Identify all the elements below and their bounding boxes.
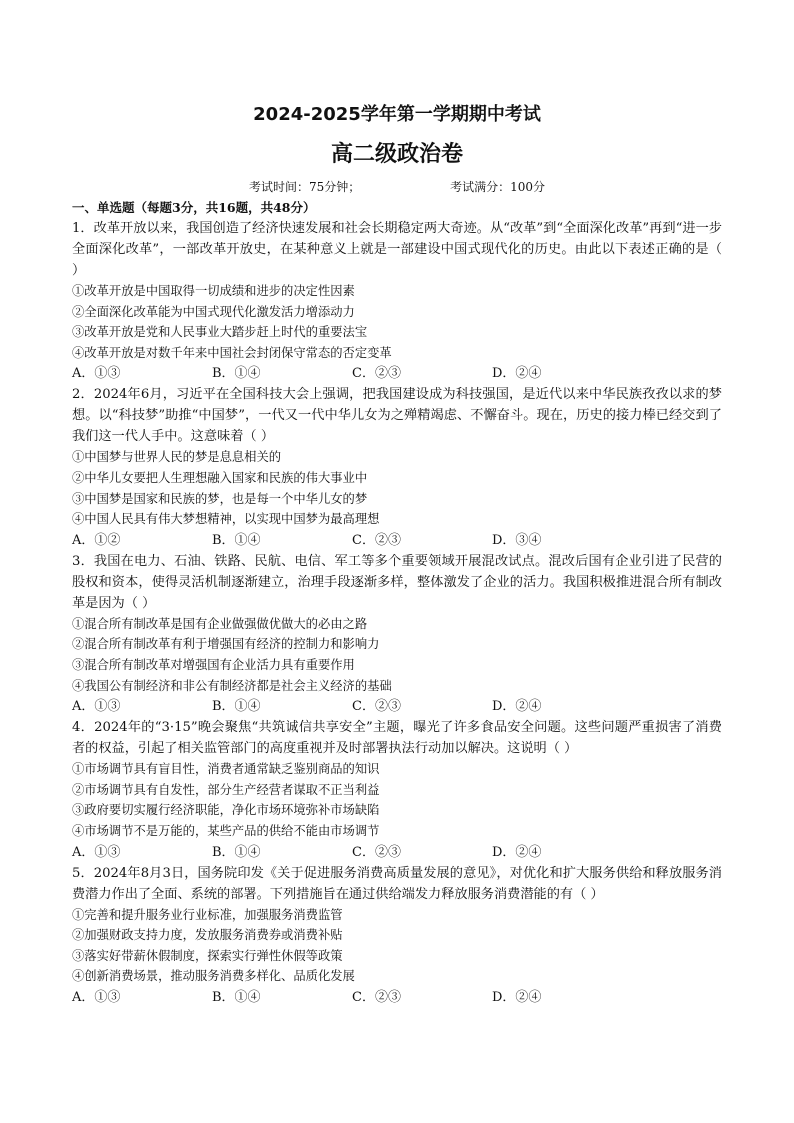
exam-page [72,96,722,1008]
question-option: ④我国公有制经济和非公有制经济都是社会主义经济的基础 [72,678,392,693]
answer-choice: A．①② [72,532,121,548]
answer-choice: B．①④ [212,532,261,548]
answer-choices [72,987,722,1008]
question-option: ④中国人民具有伟大梦想精神，以实现中国梦为最高理想 [72,512,380,527]
question-option: ①中国梦与世界人民的梦是息息相关的 [72,450,282,465]
question-option: ②全面深化改革能为中国式现代化激发活力增添动力 [72,304,355,319]
answer-choice: B．①④ [212,366,261,382]
answer-choice: C．②③ [352,989,401,1005]
exam-score: 考试满分：100分 [450,180,545,194]
question-option: ①完善和提升服务业行业标准，加强服务消费监管 [72,907,343,922]
question-option: ④改革开放是对数千年来中国社会封闭保守常态的否定变革 [72,345,392,360]
answer-choice: A．①③ [72,366,121,382]
question-list [72,218,722,1008]
question-option: ④创新消费场景，推动服务消费多样化、品质化发展 [72,969,355,984]
answer-choice: D．②④ [492,366,542,382]
question-option: ①改革开放是中国取得一切成绩和进步的决定性因素 [72,284,355,298]
exam-title: 2024-2025学年第一学期期中考试 [253,104,541,125]
answer-choice: D．②④ [492,844,542,860]
answer-choice: D．②④ [492,989,542,1005]
question-option: ②加强财政支持力度，发放服务消费券或消费补贴 [72,928,343,943]
question-option: ②中华儿女要把人生理想融入国家和民族的伟大事业中 [72,470,368,485]
question-options [72,905,722,987]
question-options [72,281,722,363]
question-options [72,759,722,841]
question-option: ③改革开放是党和人民事业大踏步赶上时代的重要法宝 [72,325,368,340]
answer-choices [72,363,722,384]
question-option: ③混合所有制改革对增强国有企业活力具有重要作用 [72,657,355,672]
answer-choice: A．①③ [72,699,121,715]
question [72,384,722,550]
answer-choice: C．②③ [352,699,401,715]
answer-choice: B．①④ [212,844,261,860]
question-option: ①市场调节具有盲目性，消费者通常缺乏鉴别商品的知识 [72,762,380,777]
question-stem: 5．2024年8月3日，国务院印发《关于促进服务消费高质量发展的意见》，对优化和扩大服务供给和释放服务消费潜力作出了全面、系统的部署。下列措施旨在通过供给端发力释放服务消费潜能的有（ ） [72,865,722,902]
question-options [72,614,722,696]
question-option: ③落实好带薪休假制度，探索实行弹性休假等政策 [72,948,343,963]
question-option: ③政府要切实履行经济职能，净化市场环境弥补市场缺陷 [72,803,380,818]
answer-choice: C．②③ [352,844,401,860]
answer-choice: D．②④ [492,699,542,715]
exam-meta [72,176,722,198]
answer-choice: B．①④ [212,699,261,715]
answer-choice: A．①③ [72,844,121,860]
section-title: 一、单选题（每题3分，共16题，共48分） [72,200,316,215]
answer-choice: C．②③ [352,366,401,382]
question-stem: 3．我国在电力、石油、铁路、民航、电信、军工等多个重要领域开展混改试点。混改后国有企业引进了民营的股权和资本，使得灵活机制逐渐建立，治理手段逐渐多样，整体激发了企业的活力。我国积极推进混合所有制改革是因为（ ） [72,553,722,611]
exam-time: 考试时间：75分钟； [248,180,361,194]
question-option: ③中国梦是国家和民族的梦，也是每一个中华儿女的梦 [72,491,368,506]
answer-choice: A．①③ [72,989,121,1005]
question-stem: 2．2024年6月，习近平在全国科技大会上强调，把我国建设成为科技强国，是近代以来中华民族孜孜以求的梦想。以“科技梦”助推“中国梦”，一代又一代中华儿女为之殚精竭虑、不懈奋斗。现在，历史的接力棒已经交到了我们这一代人手中。这意味着（ ） [72,387,722,445]
question [72,717,722,862]
question-option: ④市场调节不是万能的，某些产品的供给不能由市场调节 [72,823,380,838]
answer-choices [72,530,722,551]
question-option: ②混合所有制改革有利于增强国有经济的控制力和影响力 [72,637,380,652]
answer-choice: B．①④ [212,989,261,1005]
exam-subtitle: 高二级政治卷 [330,142,463,167]
question-stem: 4．2024年的“3·15”晚会聚焦“共筑诚信共享安全”主题，曝光了许多食品安全问题。这些问题严重损害了消费者的权益，引起了相关监管部门的高度重视并及时部署执法行动加以解决。这说明（ ） [72,720,722,757]
question-option: ②市场调节具有自发性，部分生产经营者谋取不正当利益 [72,782,380,797]
answer-choices [72,842,722,863]
answer-choices [72,696,722,717]
question-stem: 1．改革开放以来，我国创造了经济快速发展和社会长期稳定两大奇迹。从“改革”到“全面深化改革”再到“进一步全面深化改革”，一部改革开放史，在某种意义上就是一部建设中国式现代化的历史。由此以下表述正确的是（ ） [72,221,722,278]
question [72,863,722,1008]
answer-choice: C．②③ [352,532,401,548]
question [72,551,722,717]
question-option: ①混合所有制改革是国有企业做强做优做大的必由之路 [72,616,368,631]
answer-choice: D．③④ [492,532,542,548]
question-options [72,447,722,529]
question [72,218,722,384]
